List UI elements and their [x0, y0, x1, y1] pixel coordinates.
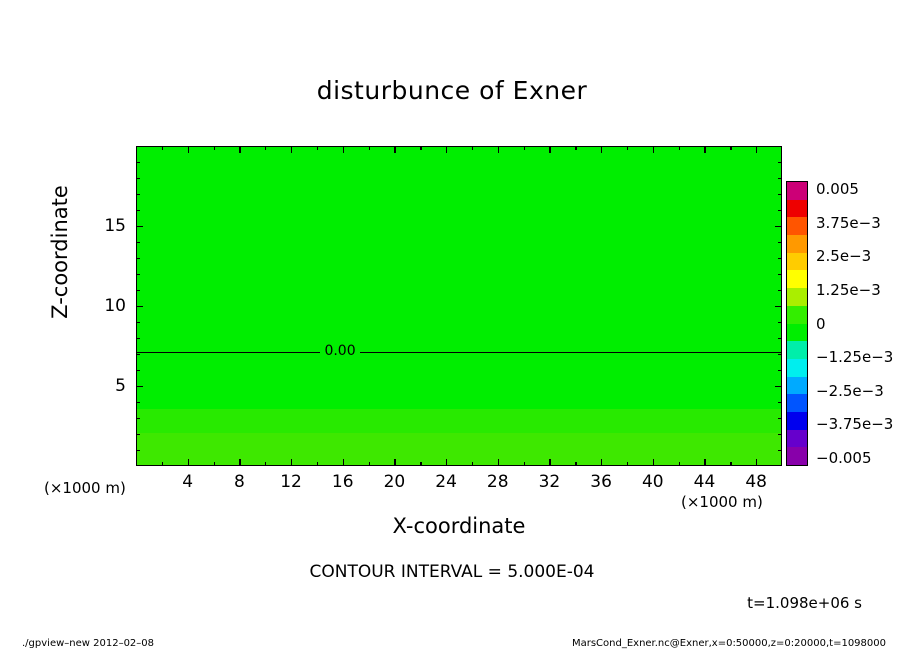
x-unit-left: (×1000 m): [44, 479, 126, 497]
x-tick-label: 40: [641, 472, 664, 492]
y-tick-minor-right: [778, 450, 782, 451]
x-tick-top: [394, 146, 395, 153]
x-tick-minor-top: [369, 146, 370, 150]
y-tick-minor: [136, 370, 140, 371]
colorbar-segment: [787, 324, 807, 342]
y-tick-minor: [136, 210, 140, 211]
y-tick-right: [775, 306, 782, 307]
colorbar-segment: [787, 394, 807, 412]
x-tick-top: [756, 146, 757, 153]
y-tick-minor-right: [778, 338, 782, 339]
x-tick-label: 44: [693, 472, 716, 492]
x-tick-minor-top: [214, 146, 215, 150]
contour-line-label: 0.00: [320, 344, 359, 358]
y-tick-right: [775, 226, 782, 227]
x-tick-label: 8: [233, 472, 245, 492]
x-tick-top: [446, 146, 447, 153]
y-tick-minor-right: [778, 322, 782, 323]
x-tick-label: 28: [486, 472, 509, 492]
x-tick: [343, 459, 344, 466]
colorbar-segment: [787, 235, 807, 253]
x-tick-top: [601, 146, 602, 153]
y-tick-minor-right: [778, 434, 782, 435]
colorbar-segment: [787, 447, 807, 465]
colorbar-tick-label: 0.005: [816, 180, 859, 198]
x-tick: [704, 459, 705, 466]
x-tick-top: [498, 146, 499, 153]
y-tick-minor: [136, 434, 140, 435]
time-label: t=1.098e+06 s: [747, 594, 862, 612]
x-tick-minor-top: [679, 146, 680, 150]
x-tick: [239, 459, 240, 466]
colorbar-tick-label: 3.75e−3: [816, 213, 881, 232]
colorbar-tick-label: −3.75e−3: [816, 415, 894, 434]
x-tick-top: [343, 146, 344, 153]
y-tick-minor: [136, 274, 140, 275]
x-tick-minor-top: [265, 146, 266, 150]
colorbar-segment: [787, 270, 807, 288]
colorbar-tick-label: 2.5e−3: [816, 247, 872, 266]
x-tick-minor-top: [575, 146, 576, 150]
y-tick-label: 5: [115, 376, 126, 396]
colorbar-segment: [787, 288, 807, 306]
y-tick-minor: [136, 258, 140, 259]
colorbar-segment: [787, 359, 807, 377]
y-tick-minor-right: [778, 258, 782, 259]
y-axis-label: Z-coordinate: [48, 185, 72, 319]
y-tick-minor-right: [778, 402, 782, 403]
x-unit-right: (×1000 m): [681, 493, 763, 511]
y-tick: [136, 226, 143, 227]
colorbar-segment: [787, 217, 807, 235]
x-tick-minor-top: [472, 146, 473, 150]
x-tick-minor-top: [317, 146, 318, 150]
x-tick-minor-top: [524, 146, 525, 150]
y-tick-minor-right: [778, 370, 782, 371]
x-tick: [394, 459, 395, 466]
x-tick-label: 16: [331, 472, 354, 492]
x-tick-label: 12: [280, 472, 302, 492]
footer-left-text: ./gpview–new 2012–02–08: [22, 638, 155, 649]
y-tick-minor-right: [778, 194, 782, 195]
chart-title: disturbunce of Exner: [316, 76, 588, 105]
y-tick-minor: [136, 354, 140, 355]
colorbar-tick-label: −1.25e−3: [816, 348, 894, 367]
x-tick-minor: [575, 462, 576, 466]
y-tick-minor: [136, 322, 140, 323]
y-tick-minor-right: [778, 418, 782, 419]
colorbar-segment: [787, 182, 807, 200]
colorbar: [786, 181, 808, 466]
colorbar-segment: [787, 341, 807, 359]
y-tick-minor: [136, 402, 140, 403]
colorbar-tick-label: −2.5e−3: [816, 381, 884, 400]
x-tick: [446, 459, 447, 466]
footer-right-text: MarsCond_Exner.nc@Exner,x=0:50000,z=0:20000,t=1098000: [571, 638, 886, 649]
contour-line-zero: [137, 352, 781, 353]
colorbar-segment: [787, 412, 807, 430]
y-tick-minor-right: [778, 354, 782, 355]
x-tick-top: [653, 146, 654, 153]
y-tick-minor-right: [778, 162, 782, 163]
x-tick-top: [549, 146, 550, 153]
y-tick-minor-right: [778, 242, 782, 243]
x-tick-minor-top: [162, 146, 163, 150]
field-band: [137, 147, 781, 409]
x-tick-minor: [472, 462, 473, 466]
x-tick-top: [291, 146, 292, 153]
x-tick-minor-top: [730, 146, 731, 150]
x-tick-top: [239, 146, 240, 153]
y-tick-right: [775, 386, 782, 387]
x-tick-minor: [214, 462, 215, 466]
y-tick-minor: [136, 194, 140, 195]
x-tick: [291, 459, 292, 466]
y-tick-minor: [136, 178, 140, 179]
x-tick: [498, 459, 499, 466]
colorbar-segment: [787, 200, 807, 218]
y-tick-minor-right: [778, 178, 782, 179]
y-tick-label: 10: [104, 296, 126, 316]
x-tick-label: 36: [590, 472, 612, 492]
x-tick-label: 48: [745, 472, 767, 492]
x-tick-minor: [369, 462, 370, 466]
x-tick: [549, 459, 550, 466]
field-band: [137, 409, 781, 433]
x-tick: [653, 459, 654, 466]
y-tick: [136, 306, 143, 307]
y-tick: [136, 386, 143, 387]
y-tick-minor: [136, 418, 140, 419]
y-tick-minor: [136, 338, 140, 339]
x-tick-label: 32: [538, 472, 561, 492]
y-tick-minor-right: [778, 210, 782, 211]
colorbar-tick-label: 1.25e−3: [816, 280, 881, 299]
x-tick-minor-top: [627, 146, 628, 150]
plot-area: [136, 146, 782, 466]
colorbar-tick-label: 0: [816, 314, 826, 333]
colorbar-segment: [787, 430, 807, 448]
x-tick-minor-top: [420, 146, 421, 150]
x-tick: [188, 459, 189, 466]
colorbar-segment: [787, 306, 807, 324]
colorbar-segment: [787, 377, 807, 395]
x-axis-label: X-coordinate: [392, 514, 526, 538]
x-tick-label: 24: [435, 472, 457, 492]
x-tick-label: 4: [182, 472, 194, 492]
colorbar-segment: [787, 253, 807, 271]
x-tick: [601, 459, 602, 466]
field-band: [137, 433, 781, 466]
y-tick-minor-right: [778, 290, 782, 291]
y-tick-minor: [136, 290, 140, 291]
x-tick-top: [188, 146, 189, 153]
x-tick: [756, 459, 757, 466]
x-tick-minor: [524, 462, 525, 466]
x-tick-minor: [265, 462, 266, 466]
x-tick-minor: [730, 462, 731, 466]
contour-interval-text: CONTOUR INTERVAL = 5.000E-04: [309, 562, 595, 582]
y-tick-minor: [136, 450, 140, 451]
x-tick-label: 20: [383, 472, 406, 492]
y-tick-label: 15: [104, 216, 126, 236]
x-tick-minor: [679, 462, 680, 466]
y-tick-minor: [136, 242, 140, 243]
x-tick-minor: [317, 462, 318, 466]
x-tick-minor: [627, 462, 628, 466]
x-tick-minor: [162, 462, 163, 466]
y-tick-minor-right: [778, 274, 782, 275]
y-tick-minor: [136, 162, 140, 163]
colorbar-tick-label: −0.005: [816, 449, 872, 467]
x-tick-top: [704, 146, 705, 153]
x-tick-minor: [420, 462, 421, 466]
